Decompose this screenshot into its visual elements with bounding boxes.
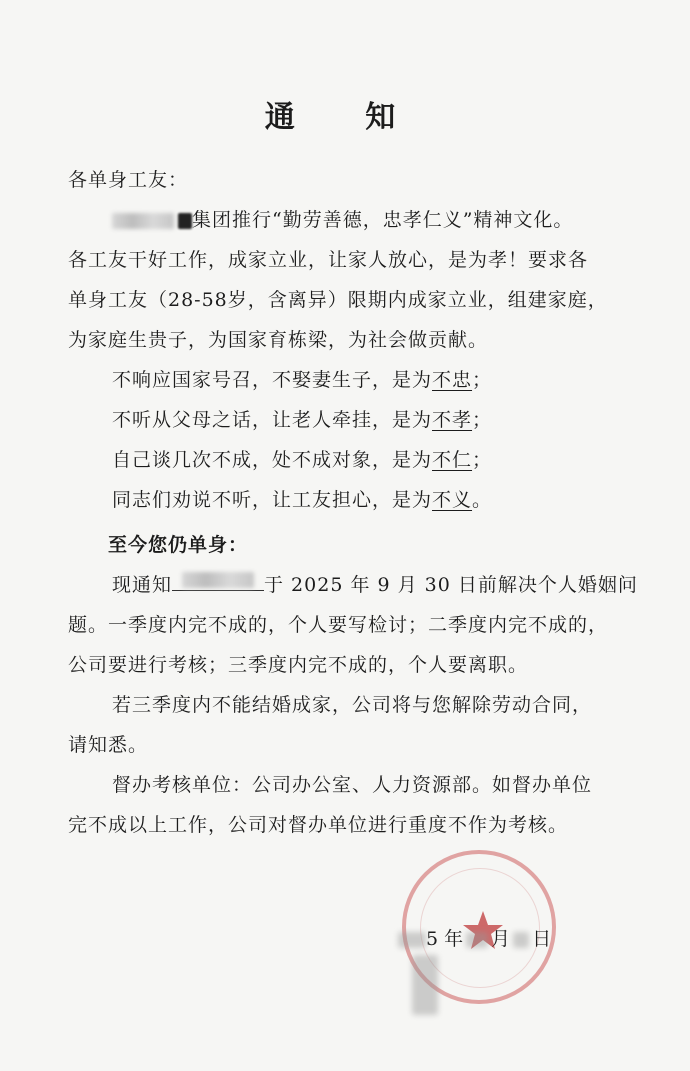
redacted-company-name: [112, 213, 174, 229]
paragraph-1-text: 集团推行“勤劳善德，忠孝仁义”精神文化。: [192, 209, 574, 231]
redacted-day: [513, 932, 529, 948]
section-heading-still-single: 至今您仍单身：: [108, 534, 249, 556]
notice-line-2: 题。一季度内完不成的，个人要写检讨；二季度内完不成的，: [68, 614, 609, 636]
virtue-punct: ；: [472, 409, 493, 431]
redacted-month: [466, 932, 488, 948]
virtue-line-filial: [112, 405, 492, 432]
document-title: 通 知: [264, 100, 426, 135]
paragraph-1-line-4: 为家庭生贵子，为国家育栋梁，为社会做贡献。: [68, 329, 489, 351]
paragraph-4-line-2: 完不成以上工作，公司对督办单位进行重度不作为考核。: [68, 814, 569, 836]
redaction-smudge: [412, 955, 438, 1015]
paragraph-4-line-1: 督办考核单位：公司办公室、人力资源部。如督办单位: [112, 774, 593, 796]
notice-start: 现通知: [112, 574, 173, 596]
virtue-word: 不义: [432, 489, 473, 511]
paragraph-1-line-3: 单身工友（28-58岁，含离异）限期内成家立业，组建家庭，: [68, 289, 608, 311]
virtue-word: 不孝: [432, 409, 473, 431]
virtue-punct: 。: [472, 489, 493, 511]
virtue-text: 自己谈几次不成，处不成对象，是为: [112, 449, 433, 471]
virtue-text: 不响应国家号召，不娶妻生子，是为: [112, 369, 433, 391]
paragraph-3-line-2: 请知悉。: [68, 734, 149, 756]
virtue-word: 不仁: [432, 449, 473, 471]
virtue-text: 不听从父母之话，让老人牵挂，是为: [112, 409, 433, 431]
redacted-year: [398, 932, 426, 948]
notice-deadline: 于 2025 年 9 月 30 日前解决个人婚姻问: [264, 574, 638, 596]
paragraph-1-line-2: 各工友干好工作，成家立业，让家人放心，是为孝！要求各: [68, 249, 589, 271]
paragraph-3-line-1: 若三季度内不能结婚成家，公司将与您解除劳动合同，: [112, 694, 593, 716]
paragraph-1-line-1: [112, 205, 573, 232]
signature-date: [398, 924, 551, 951]
virtue-line-loyalty: [112, 365, 492, 392]
virtue-word: 不忠: [432, 369, 473, 391]
redacted-company-char: [178, 213, 192, 229]
date-month: 月: [491, 928, 511, 950]
name-blank: [172, 572, 264, 591]
virtue-text: 同志们劝说不听，让工友担心，是为: [112, 489, 433, 511]
redacted-name: [182, 572, 254, 588]
notice-line-1: [112, 570, 638, 597]
virtue-line-righteousness: [112, 485, 492, 512]
notice-line-3: 公司要进行考核；三季度内完不成的，个人要离职。: [68, 654, 529, 676]
salutation: 各单身工友：: [68, 169, 189, 191]
virtue-punct: ；: [472, 449, 493, 471]
date-year: 5 年: [426, 928, 464, 950]
date-day: 日: [532, 928, 552, 950]
virtue-line-benevolence: [112, 445, 492, 472]
virtue-punct: ；: [472, 369, 493, 391]
